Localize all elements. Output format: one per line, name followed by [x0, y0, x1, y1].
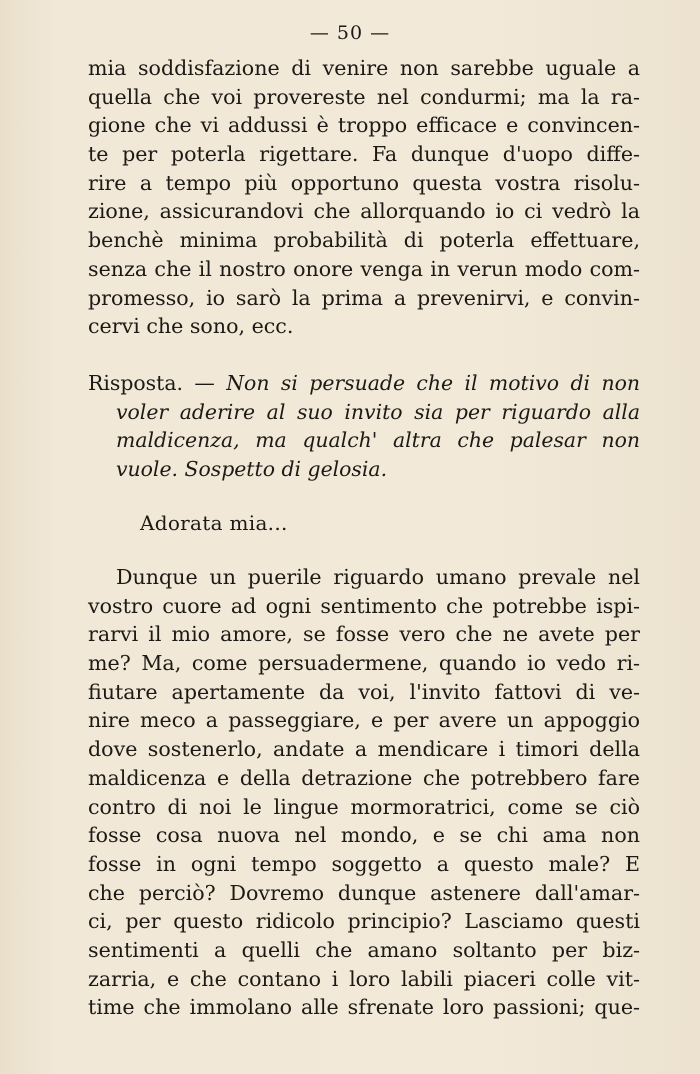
reply-text: Non si persuade che il motivo di non — [226, 371, 641, 395]
text-line: vostro cuore ad ogni sentimento che potrebbe ispi- — [88, 593, 640, 618]
text-line: ci, per questo ridicolo principio? Lasciamo questi — [88, 909, 640, 934]
text-line: Dunque un puerile riguardo umano prevale nel — [116, 565, 640, 589]
reply-first-line — [88, 369, 640, 398]
text-line: me? Ma, come persuadermene, quando io vedo ri- — [88, 651, 640, 676]
text-line: senza che il nostro onore venga in verun modo com- — [88, 256, 640, 281]
text-line: mia soddisfazione di venire non sarebbe uguale a — [88, 56, 640, 80]
text-line: quella che voi provereste nel condurmi; ma la ra- — [88, 84, 640, 109]
text-line: dove sostenerlo, andate a mendicare i timori della — [88, 737, 640, 762]
text-line: rire a tempo più opportuno questa vostra risolu- — [88, 170, 640, 195]
reply-line: voler aderire al suo invito sia per riguardo alla — [116, 399, 640, 424]
text-line: promesso, io sarò la prima a prevenirvi, e convin- — [88, 285, 640, 310]
text-line: nire meco a passeggiare, e per avere un appoggio — [88, 708, 640, 733]
text-line: gione che vi addussi è troppo efficace e convincen- — [88, 113, 640, 138]
text-line: maldicenza e della detrazione che potrebbero fare — [88, 765, 640, 790]
reply-label: Risposta. — — [88, 371, 227, 395]
letter-salutation: Adorata mia... — [140, 511, 288, 535]
letter-body — [88, 563, 640, 1022]
reply-summary — [88, 369, 640, 484]
text-line: fosse cosa nuova nel mondo, e se chi ama non — [88, 823, 640, 848]
text-line: zione, assicurandovi che allorquando io ci vedrò la — [88, 199, 640, 224]
reply-line: vuole. Sospetto di gelosia. — [116, 457, 388, 482]
text-line: sentimenti a quelli che amano soltanto per biz- — [88, 937, 640, 962]
text-line: time che immolano alle sfrenate loro passioni; que- — [88, 995, 640, 1020]
text-line: contro di noi le lingue mormoratrici, come se ciò — [88, 794, 640, 819]
text-line: rarvi il mio amore, se fosse vero che ne avete per — [88, 622, 640, 647]
text-line: fosse in ogni tempo soggetto a questo male? E — [88, 851, 640, 876]
text-line: fiutare apertamente da voi, l'invito fattovi di ve- — [88, 679, 640, 704]
paragraph-continuation — [88, 54, 640, 341]
text-line: te per poterla rigettare. Fa dunque d'uopo diffe- — [88, 142, 640, 167]
text-line: cervi che sono, ecc. — [88, 314, 294, 339]
reply-line: maldicenza, ma qualch' altra che palesar non — [116, 428, 640, 453]
text-line: zarria, e che contano i loro labili piaceri colle vit- — [88, 966, 640, 991]
text-line: che perciò? Dovremo dunque astenere dall'amar- — [88, 880, 640, 905]
page-number: — 50 — — [309, 22, 391, 44]
text-line: benchè minima probabilità di poterla effettuare, — [88, 228, 640, 253]
